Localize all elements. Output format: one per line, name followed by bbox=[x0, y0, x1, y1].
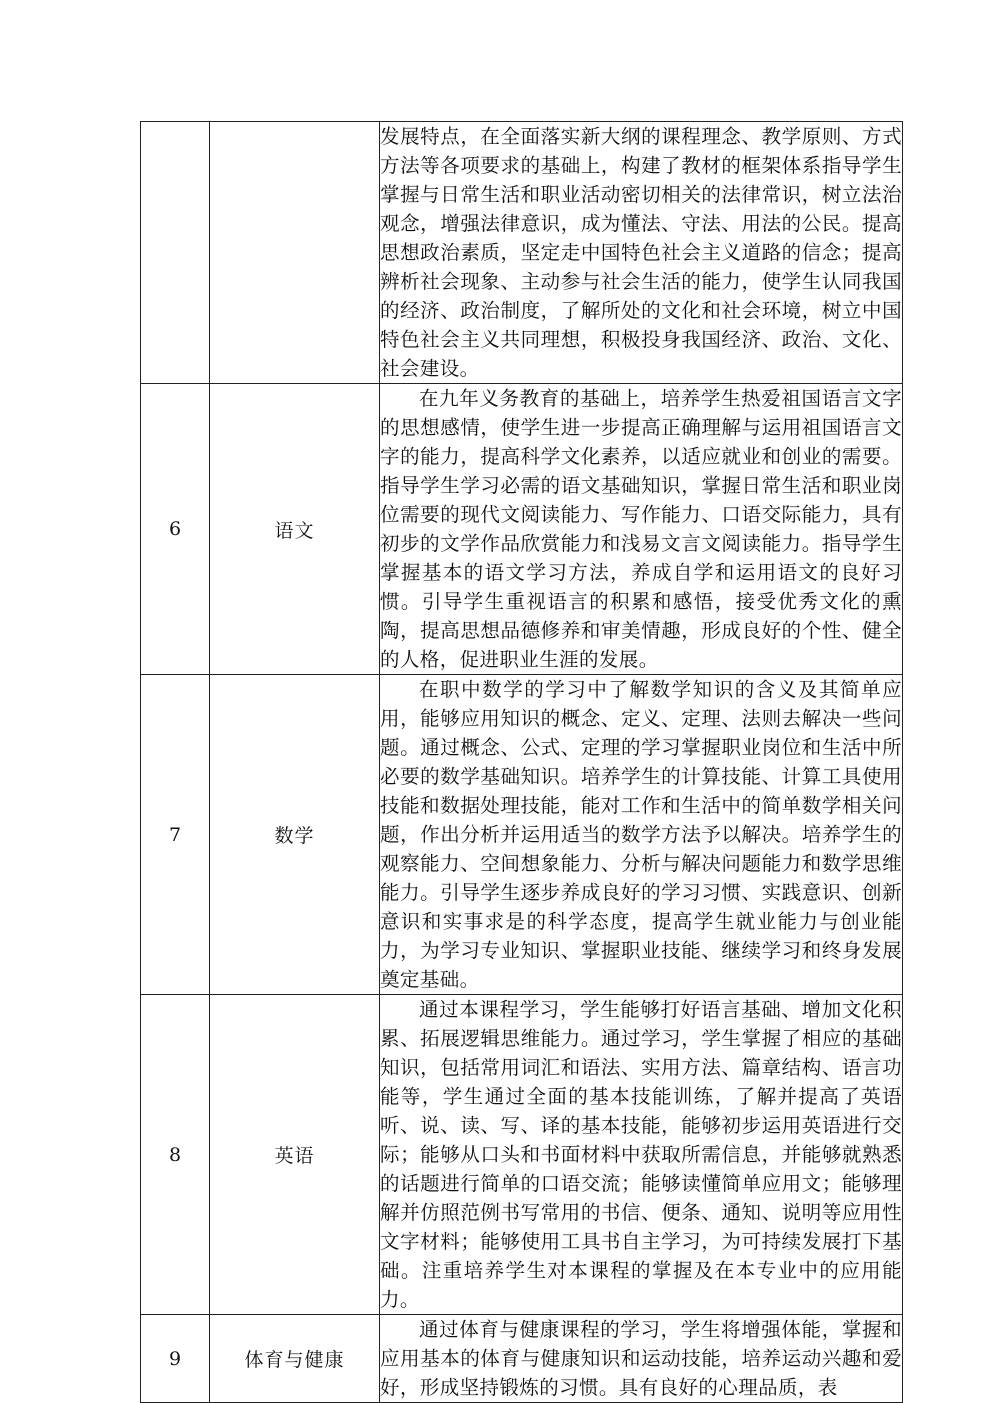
table-row bbox=[141, 122, 903, 384]
course-name: 数学 bbox=[210, 675, 380, 995]
description-text: 通过体育与健康课程的学习，学生将增强体能，掌握和应用基本的体育与健康知识和运动技能，培养运动兴趣和爱好，形成坚持锻炼的习惯。具有良好的心理品质，表 bbox=[380, 1318, 902, 1399]
course-number: 6 bbox=[141, 384, 210, 675]
table-row bbox=[141, 1315, 903, 1403]
course-name: 体育与健康 bbox=[210, 1315, 380, 1403]
course-table bbox=[140, 121, 903, 1403]
course-name bbox=[210, 122, 380, 384]
course-description bbox=[380, 675, 903, 995]
course-name: 语文 bbox=[210, 384, 380, 675]
course-description bbox=[380, 995, 903, 1315]
course-number: 9 bbox=[141, 1315, 210, 1403]
table-row bbox=[141, 384, 903, 675]
course-description bbox=[380, 384, 903, 675]
description-text: 在九年义务教育的基础上，培养学生热爱祖国语言文字的思想感情，使学生进一步提高正确理解与运用祖国语言文字的能力，提高科学文化素养，以适应就业和创业的需要。指导学生学习必需的语文基础知识，掌握日常生活和职业岗位需要的现代文阅读能力、写作能力、口语交际能力，具有初步的文学作品欣赏能力和浅易文言文阅读能力。指导学生掌握基本的语文学习方法，养成自学和运用语文的良好习惯。引导学生重视语言的积累和感悟，接受优秀文化的熏陶，提高思想品德修养和审美情趣，形成良好的个性、健全的人格，促进职业生涯的发展。 bbox=[380, 387, 902, 671]
description-text: 发展特点，在全面落实新大纲的课程理念、教学原则、方式方法等各项要求的基础上，构建了教材的框架体系指导学生掌握与日常生活和职业活动密切相关的法律常识，树立法治观念，增强法律意识，成为懂法、守法、用法的公民。提高思想政治素质，坚定走中国特色社会主义道路的信念；提高辨析社会现象、主动参与社会生活的能力，使学生认同我国的经济、政治制度，了解所处的文化和社会环境，树立中国特色社会主义共同理想，积极投身我国经济、政治、文化、社会建设。 bbox=[380, 125, 902, 380]
course-name: 英语 bbox=[210, 995, 380, 1315]
course-description bbox=[380, 122, 903, 384]
description-text: 通过本课程学习，学生能够打好语言基础、增加文化积累、拓展逻辑思维能力。通过学习，学生掌握了相应的基础知识，包括常用词汇和语法、实用方法、篇章结构、语言功能等，学生通过全面的基本技能训练，了解并提高了英语听、说、读、写、译的基本技能，能够初步运用英语进行交际；能够从口头和书面材料中获取所需信息，并能够就熟悉的话题进行简单的口语交流；能够读懂简单应用文；能够理解并仿照范例书写常用的书信、便条、通知、说明等应用性文字材料；能够使用工具书自主学习，为可持续发展打下基础。注重培养学生对本课程的掌握及在本专业中的应用能力。 bbox=[380, 998, 902, 1311]
course-number: 7 bbox=[141, 675, 210, 995]
table-row bbox=[141, 675, 903, 995]
description-text: 在职中数学的学习中了解数学知识的含义及其简单应用，能够应用知识的概念、定义、定理、法则去解决一些问题。通过概念、公式、定理的学习掌握职业岗位和生活中所必要的数学基础知识。培养学生的计算技能、计算工具使用技能和数据处理技能，能对工作和生活中的简单数学相关问题，作出分析并运用适当的数学方法予以解决。培养学生的观察能力、空间想象能力、分析与解决问题能力和数学思维能力。引导学生逐步养成良好的学习习惯、实践意识、创新意识和实事求是的科学态度，提高学生就业能力与创业能力，为学习专业知识、掌握职业技能、继续学习和终身发展奠定基础。 bbox=[380, 678, 902, 991]
course-number bbox=[141, 122, 210, 384]
table-row bbox=[141, 995, 903, 1315]
course-description bbox=[380, 1315, 903, 1403]
course-number: 8 bbox=[141, 995, 210, 1315]
